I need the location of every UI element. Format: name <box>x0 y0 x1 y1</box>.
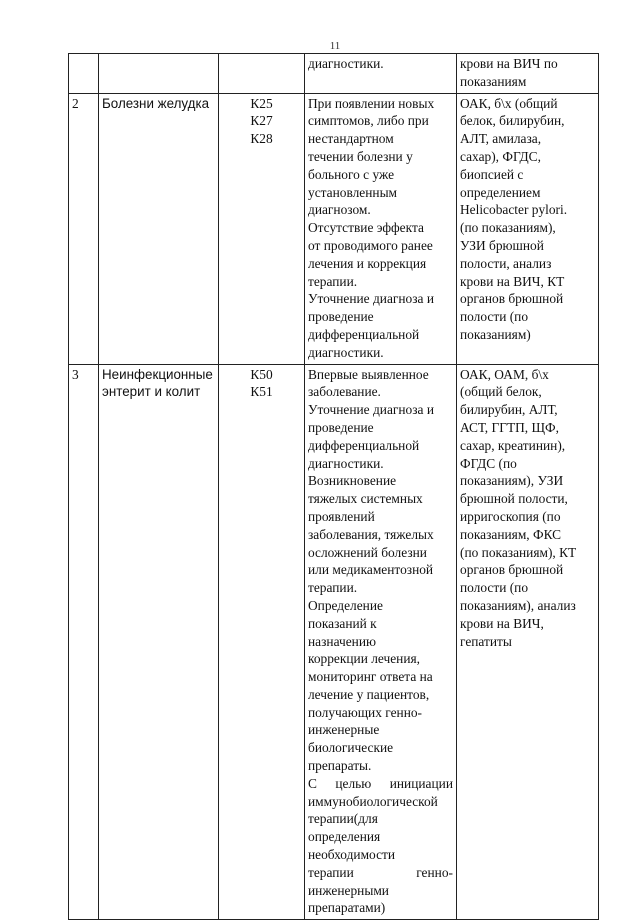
examinations-cell: крови на ВИЧ по показаниям <box>457 54 599 94</box>
indications-tail-line: С целью инициации <box>308 775 453 791</box>
indications-cell: При появлении новых симптомов, либо при нестандартном течении болезни у больного с уже установленным диагнозом. Отсутствие эффекта от проводимого ранее лечения и коррекция терапии. Уточнение диагноза и проведение дифференциальной диагностики. <box>305 93 457 364</box>
examinations-cell: ОАК, ОАМ, б\х (общий белок, билирубин, АЛТ, АСТ, ГГТП, ЩФ, сахар, креатинин), ФГДС (по показаниям), УЗИ брюшной полости, ирригоскопия (по показаниям, ФКС (по показаниям), КТ органов брюшной полости (по показаниям), анализ крови на ВИЧ, гепатиты <box>457 364 599 920</box>
indications-tail-line: инженерными <box>308 882 389 898</box>
table-row-continuation <box>69 54 599 94</box>
indications-tail-line: терапии генно- <box>308 864 453 880</box>
disease-name-cell <box>99 54 219 94</box>
icd-codes-cell: К50 К51 <box>219 364 305 920</box>
row-number-cell <box>69 54 99 94</box>
page-number: 11 <box>329 40 341 52</box>
indications-tail-line: терапии(для <box>308 811 378 827</box>
examinations-cell: ОАК, б\х (общий белок, билирубин, АЛТ, амилаза, сахар), ФГДС, биопсией с определением Helicobacter pylori. (по показаниям), УЗИ брюшной полости, анализ крови на ВИЧ, КТ органов брюшной полости (по показаниям) <box>457 93 599 364</box>
diagnosis-table <box>68 53 599 920</box>
table-row-enteritis-colitis <box>69 364 599 920</box>
disease-name-cell: Болезни желудка <box>99 93 219 364</box>
indications-tail-line: определения <box>308 829 381 845</box>
indications-cell: диагностики. <box>305 54 457 94</box>
icd-codes-cell: К25 К27 К28 <box>219 93 305 364</box>
row-number-cell: 2 <box>69 93 99 364</box>
indications-tail-line: необходимости <box>308 847 396 863</box>
icd-codes-cell <box>219 54 305 94</box>
indications-text: Впервые выявленное заболевание. Уточнение диагноза и проведение дифференциальной диагностики. Возникновение тяжелых системных проявлений заболевания, тяжелых осложнений болезни или медикаментозной терапии. Определение показаний к назначению коррекции лечения, мониторинг ответа на лечение у пациентов, получающих генно- инженерные биологические препараты. <box>308 366 434 774</box>
table-row-stomach-diseases <box>69 93 599 364</box>
indications-tail-line: препаратами) <box>308 900 386 916</box>
indications-tail-line: иммунобиологической <box>308 793 438 809</box>
indications-cell <box>305 364 457 920</box>
disease-name-cell: Неинфекционные энтерит и колит <box>99 364 219 920</box>
row-number-cell: 3 <box>69 364 99 920</box>
